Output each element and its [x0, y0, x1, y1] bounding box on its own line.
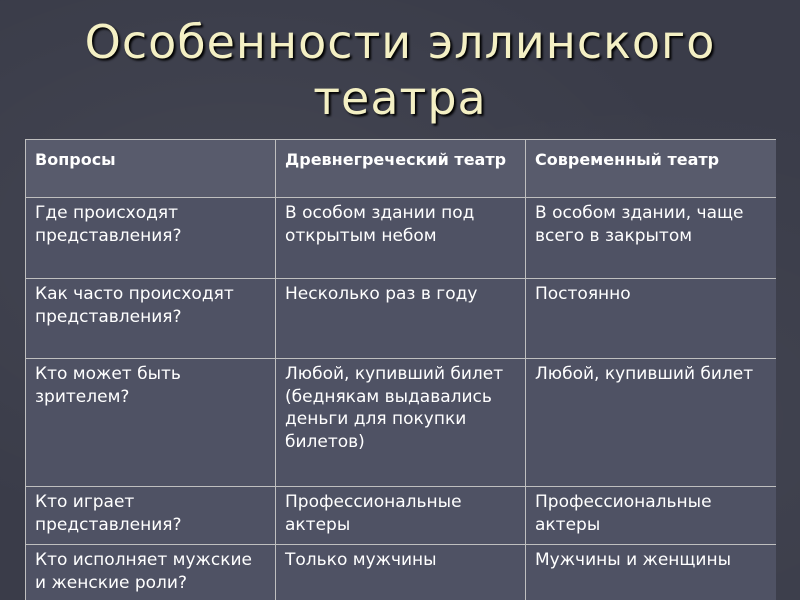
slide-title: [0, 14, 800, 126]
ancient-cell: Только мужчины: [276, 545, 526, 600]
comparison-table: [25, 139, 776, 600]
ancient-cell: Профессиональные актеры: [276, 487, 526, 545]
question-cell: Кто играет представления?: [26, 487, 276, 545]
modern-cell: Профессиональные актеры: [526, 487, 777, 545]
table-row: [26, 279, 777, 359]
slide-title-line-1: Особенности эллинского: [84, 15, 716, 69]
table-row: [26, 487, 777, 545]
table-header-row: [26, 140, 777, 198]
table-row: [26, 198, 777, 279]
ancient-cell: Любой, купивший билет (беднякам выдавались деньги для покупки билетов): [276, 359, 526, 487]
question-cell: Как часто происходят представления?: [26, 279, 276, 359]
modern-cell: В особом здании, чаще всего в закрытом: [526, 198, 777, 279]
table-row: [26, 359, 777, 487]
ancient-cell: В особом здании под открытым небом: [276, 198, 526, 279]
question-cell: Кто может быть зрителем?: [26, 359, 276, 487]
modern-cell: Любой, купивший билет: [526, 359, 777, 487]
header-modern-theatre: Современный театр: [526, 140, 777, 198]
table-row: [26, 545, 777, 600]
slide-title-line-2: театра: [313, 71, 487, 125]
modern-cell: Мужчины и женщины: [526, 545, 777, 600]
header-ancient-greek-theatre: Древнегреческий театр: [276, 140, 526, 198]
question-cell: Кто исполняет мужские и женские роли?: [26, 545, 276, 600]
header-questions: Вопросы: [26, 140, 276, 198]
modern-cell: Постоянно: [526, 279, 777, 359]
question-cell: Где происходят представления?: [26, 198, 276, 279]
ancient-cell: Несколько раз в году: [276, 279, 526, 359]
comparison-table-container: [25, 139, 776, 600]
